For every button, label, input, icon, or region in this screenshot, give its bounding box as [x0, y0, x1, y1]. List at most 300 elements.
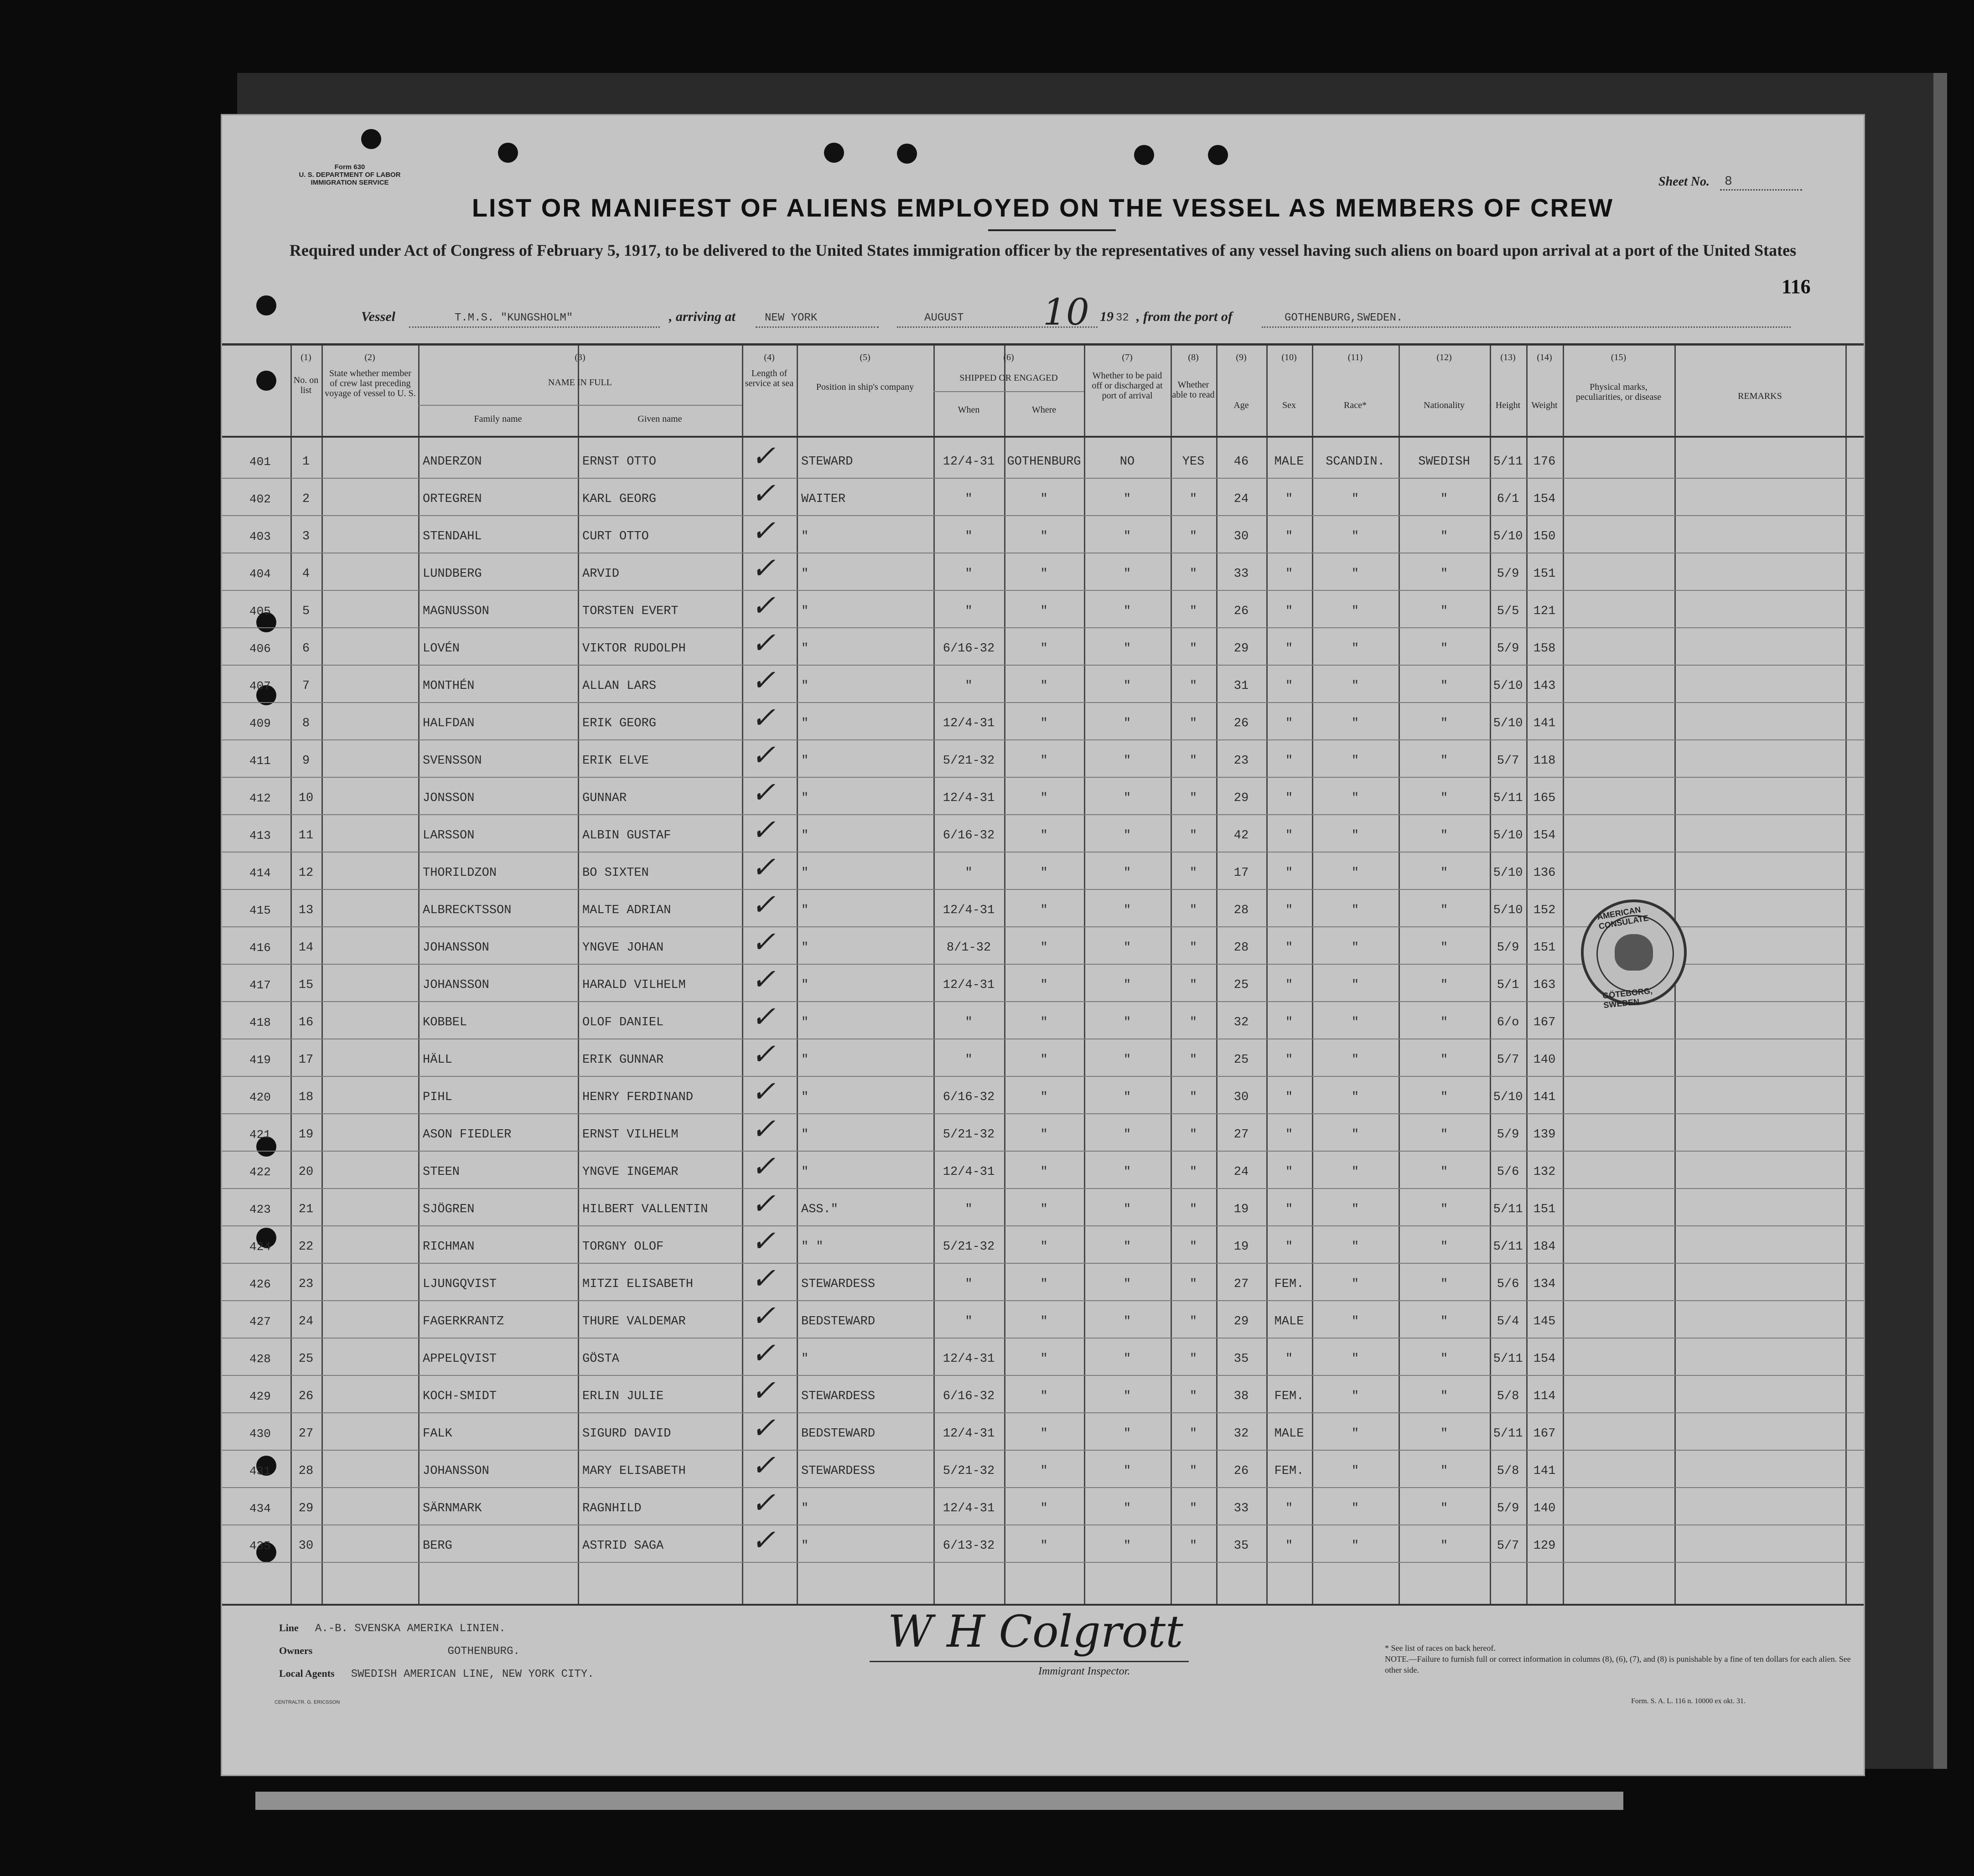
cell-where: "	[1040, 941, 1048, 955]
cell-height: 5/11	[1493, 791, 1523, 805]
arrival-port: NEW YORK	[765, 312, 818, 324]
cell-nationality: "	[1440, 1240, 1448, 1254]
table-row	[222, 591, 1864, 628]
margin-number: 434	[249, 1502, 271, 1515]
check-mark-icon: ✓	[751, 1337, 776, 1370]
cell-read: "	[1189, 605, 1197, 618]
cell-sex: "	[1285, 978, 1293, 992]
printer-credit: CENTRALTR. G. ERICSSON	[275, 1700, 340, 1705]
cell-paid: "	[1123, 1203, 1131, 1216]
agents-field	[279, 1668, 594, 1680]
col-7-header: Whether to be paid off or discharged at port of arrival	[1092, 371, 1163, 401]
owners-label: Owners	[279, 1645, 313, 1656]
cell-no: 27	[298, 1427, 314, 1441]
cell-sex: "	[1285, 829, 1293, 842]
cell-weight: 114	[1533, 1390, 1556, 1403]
form-code: Form. S. A. L. 116 n. 10000 ex okt. 31.	[1631, 1697, 1746, 1705]
cell-race: "	[1351, 1502, 1359, 1515]
cell-height: 5/10	[1493, 829, 1523, 842]
cell-where: "	[1040, 1128, 1048, 1142]
cell-race: "	[1351, 567, 1359, 581]
table-row	[222, 778, 1864, 815]
check-mark-icon: ✓	[751, 1449, 776, 1483]
cell-no: 1	[302, 455, 310, 469]
cell-paid: "	[1123, 1240, 1131, 1254]
margin-number: 430	[249, 1427, 271, 1441]
cell-when: 12/4-31	[943, 717, 995, 730]
cell-paid: "	[1123, 1090, 1131, 1104]
cell-read: "	[1189, 1539, 1197, 1553]
cell-age: 27	[1233, 1277, 1249, 1291]
cell-position: "	[801, 978, 809, 992]
cell-race: "	[1351, 1315, 1359, 1328]
line-value: A.-B. SVENSKA AMERIKA LINIEN.	[315, 1623, 506, 1635]
cell-position: "	[801, 679, 809, 693]
check-mark-icon: ✓	[751, 664, 776, 698]
cell-paid: "	[1123, 605, 1131, 618]
cell-when: "	[965, 679, 973, 693]
cell-paid: "	[1123, 866, 1131, 880]
cell-position: STEWARD	[801, 455, 853, 469]
col-3-header: NAME IN FULL	[548, 377, 612, 388]
cell-paid: "	[1123, 567, 1131, 581]
cell-position: STEWARDESS	[801, 1390, 876, 1403]
cell-age: 30	[1233, 530, 1249, 543]
cell-where: "	[1040, 791, 1048, 805]
cell-family: STENDAHL	[423, 530, 482, 543]
cell-no: 28	[298, 1464, 314, 1478]
title-rule	[988, 229, 1116, 231]
margin-number: 416	[249, 941, 271, 955]
cell-age: 46	[1233, 455, 1249, 469]
cell-sex: "	[1285, 642, 1293, 656]
form-identifier	[281, 163, 418, 186]
col-14-header: Weight	[1531, 400, 1558, 410]
cell-when: 12/4-31	[943, 455, 995, 469]
cell-weight: 151	[1533, 1203, 1556, 1216]
cell-given: MALTE ADRIAN	[582, 904, 671, 917]
cell-paid: "	[1123, 1016, 1131, 1029]
cell-age: 19	[1233, 1203, 1249, 1216]
check-mark-icon: ✓	[751, 813, 776, 847]
signature-line	[870, 1661, 1189, 1662]
cell-where: "	[1040, 717, 1048, 730]
cell-weight: 158	[1533, 642, 1556, 656]
cell-nationality: "	[1440, 866, 1448, 880]
table-row	[222, 1376, 1864, 1413]
cell-read: "	[1189, 567, 1197, 581]
page-subtitle: Required under Act of Congress of February 5, 1917, to be delivered to the United States immigration officer by the representatives of any vessel having such aliens on board upon arrival at a port of the United States	[289, 241, 1797, 259]
cell-read: "	[1189, 1165, 1197, 1179]
cell-family: SVENSSON	[423, 754, 482, 768]
cell-nationality: "	[1440, 1277, 1448, 1291]
col-1-number: (1)	[301, 352, 311, 362]
cell-weight: 121	[1533, 605, 1556, 618]
cell-given: HENRY FERDINAND	[582, 1090, 694, 1104]
check-mark-icon: ✓	[751, 1374, 776, 1408]
cell-sex: FEM.	[1274, 1390, 1304, 1403]
cell-age: 17	[1233, 866, 1249, 880]
cell-nationality: "	[1440, 717, 1448, 730]
cell-given: KARL GEORG	[582, 492, 657, 506]
cell-race: "	[1351, 978, 1359, 992]
cell-no: 21	[298, 1203, 314, 1216]
cell-weight: 167	[1533, 1427, 1556, 1441]
cell-when: "	[965, 1277, 973, 1291]
cell-given: CURT OTTO	[582, 530, 649, 543]
cell-paid: "	[1123, 904, 1131, 917]
cell-family: ANDERZON	[423, 455, 482, 469]
cell-when: 12/4-31	[943, 1427, 995, 1441]
cell-sex: FEM.	[1274, 1277, 1304, 1291]
cell-no: 29	[298, 1502, 314, 1515]
vessel-label: Vessel	[361, 309, 395, 324]
table-row	[222, 1039, 1864, 1077]
cell-sex: "	[1285, 1053, 1293, 1067]
check-mark-icon: ✓	[751, 1075, 776, 1109]
shipped-subrule	[933, 391, 1084, 392]
cell-weight: 152	[1533, 904, 1556, 917]
cell-family: ALBRECKTSSON	[423, 904, 512, 917]
cell-given: SIGURD DAVID	[582, 1427, 671, 1441]
cell-given: VIKTOR RUDOLPH	[582, 642, 686, 656]
check-mark-icon: ✓	[751, 1262, 776, 1296]
col-2-header: State whether member of crew last preceding voyage of vessel to U. S.	[325, 368, 416, 398]
cell-sex: "	[1285, 1090, 1293, 1104]
cell-position: "	[801, 1165, 809, 1179]
cell-nationality: "	[1440, 605, 1448, 618]
cell-paid: "	[1123, 754, 1131, 768]
owners-value: GOTHENBURG.	[447, 1645, 520, 1658]
cell-read: "	[1189, 1502, 1197, 1515]
cell-position: "	[801, 717, 809, 730]
cell-family: MAGNUSSON	[423, 605, 489, 618]
cell-weight: 141	[1533, 717, 1556, 730]
cell-height: 5/9	[1497, 1502, 1519, 1515]
margin-number: 427	[249, 1315, 271, 1328]
cell-weight: 184	[1533, 1240, 1556, 1254]
stamp-text-bottom: GÖTEBORG, SWEDEN	[1602, 986, 1653, 1010]
check-mark-icon: ✓	[751, 1000, 776, 1034]
cell-nationality: "	[1440, 941, 1448, 955]
service-name: IMMIGRATION SERVICE	[311, 179, 389, 186]
cell-paid: "	[1123, 1464, 1131, 1478]
col-3-number: (3)	[575, 352, 585, 362]
col-13-number: (13)	[1500, 352, 1516, 362]
margin-number: 414	[249, 866, 271, 880]
cell-nationality: "	[1440, 978, 1448, 992]
cell-where: "	[1040, 530, 1048, 543]
cell-no: 8	[302, 717, 310, 730]
cell-given: ERNST OTTO	[582, 455, 657, 469]
cell-height: 5/7	[1497, 754, 1519, 768]
cell-age: 33	[1233, 567, 1249, 581]
cell-weight: 165	[1533, 791, 1556, 805]
cell-position: "	[801, 791, 809, 805]
cell-age: 26	[1233, 1464, 1249, 1478]
cell-nationality: "	[1440, 1352, 1448, 1366]
check-mark-icon: ✓	[751, 439, 776, 473]
sheet-number-value: 8	[1725, 175, 1732, 189]
col-8-header: Whether able to read	[1172, 380, 1215, 400]
col-6b-header: Where	[1031, 405, 1057, 415]
cell-nationality: "	[1440, 904, 1448, 917]
cell-position: "	[801, 1090, 809, 1104]
cell-race: "	[1351, 1090, 1359, 1104]
cell-height: 5/9	[1497, 642, 1519, 656]
cell-nationality: "	[1440, 530, 1448, 543]
cell-family: HÄLL	[423, 1053, 452, 1067]
col-12-header: Nationality	[1424, 400, 1465, 410]
cell-nationality: SWEDISH	[1418, 455, 1470, 469]
cell-no: 22	[298, 1240, 314, 1254]
cell-race: "	[1351, 941, 1359, 955]
cell-read: YES	[1182, 455, 1205, 469]
cell-paid: "	[1123, 791, 1131, 805]
cell-position: "	[801, 1539, 809, 1553]
cell-height: 5/5	[1497, 605, 1519, 618]
cell-sex: "	[1285, 530, 1293, 543]
table-row	[222, 1264, 1864, 1301]
check-mark-icon: ✓	[751, 477, 776, 511]
punch-hole	[897, 144, 917, 164]
cell-height: 5/6	[1497, 1277, 1519, 1291]
cell-where: "	[1040, 679, 1048, 693]
cell-no: 17	[298, 1053, 314, 1067]
cell-family: BERG	[423, 1539, 452, 1553]
cell-given: HARALD VILHELM	[582, 978, 686, 992]
cell-paid: "	[1123, 1390, 1131, 1403]
cell-race: "	[1351, 1539, 1359, 1553]
cell-no: 2	[302, 492, 310, 506]
cell-family: LARSSON	[423, 829, 475, 842]
margin-number: 406	[249, 642, 271, 656]
col-8-number: (8)	[1188, 352, 1199, 362]
cell-no: 18	[298, 1090, 314, 1104]
cell-read: "	[1189, 754, 1197, 768]
margin-number: 412	[249, 791, 271, 805]
cell-family: JOHANSSON	[423, 941, 489, 955]
cell-position: " "	[801, 1240, 824, 1254]
margin-number: 419	[249, 1053, 271, 1067]
margin-number: 404	[249, 567, 271, 581]
cell-height: 5/10	[1493, 1090, 1523, 1104]
cell-when: "	[965, 530, 973, 543]
cell-family: HALFDAN	[423, 717, 475, 730]
cell-race: "	[1351, 679, 1359, 693]
cell-family: ORTEGREN	[423, 492, 482, 506]
cell-position: "	[801, 941, 809, 955]
cell-family: LJUNGQVIST	[423, 1277, 497, 1291]
check-mark-icon: ✓	[751, 514, 776, 548]
table-row	[222, 853, 1864, 890]
cell-nationality: "	[1440, 1464, 1448, 1478]
cell-race: "	[1351, 1203, 1359, 1216]
cell-race: "	[1351, 1016, 1359, 1029]
cell-race: "	[1351, 866, 1359, 880]
margin-number: 429	[249, 1390, 271, 1403]
cell-nationality: "	[1440, 1090, 1448, 1104]
cell-read: "	[1189, 1016, 1197, 1029]
cell-where: "	[1040, 904, 1048, 917]
col-10-header: Sex	[1282, 400, 1296, 410]
vessel-line	[409, 326, 660, 328]
cell-age: 31	[1233, 679, 1249, 693]
margin-number: 426	[249, 1277, 271, 1291]
col-3a-header: Family name	[474, 414, 522, 424]
cell-given: HILBERT VALLENTIN	[582, 1203, 708, 1216]
table-row	[222, 666, 1864, 703]
cell-read: "	[1189, 829, 1197, 842]
vessel-info	[350, 291, 1809, 333]
cell-nationality: "	[1440, 679, 1448, 693]
cell-given: ERIK ELVE	[582, 754, 649, 768]
cell-read: "	[1189, 1053, 1197, 1067]
cell-when: 6/16-32	[943, 1090, 995, 1104]
cell-position: "	[801, 866, 809, 880]
check-mark-icon: ✓	[751, 1187, 776, 1221]
agents-label: Local Agents	[279, 1668, 335, 1679]
cell-sex: "	[1285, 1203, 1293, 1216]
cell-position: ASS."	[801, 1203, 839, 1216]
cell-weight: 129	[1533, 1539, 1556, 1553]
cell-given: BO SIXTEN	[582, 866, 649, 880]
cell-paid: NO	[1119, 455, 1135, 469]
cell-no: 20	[298, 1165, 314, 1179]
margin-number: 421	[249, 1128, 271, 1142]
cell-read: "	[1189, 679, 1197, 693]
cell-family: MONTHÉN	[423, 679, 475, 693]
cell-height: 5/7	[1497, 1539, 1519, 1553]
cell-position: "	[801, 642, 809, 656]
cell-height: 5/7	[1497, 1053, 1519, 1067]
cell-read: "	[1189, 530, 1197, 543]
cell-family: LOVÉN	[423, 642, 460, 656]
cell-race: "	[1351, 717, 1359, 730]
margin-number: 401	[249, 455, 271, 469]
cell-read: "	[1189, 978, 1197, 992]
cell-when: "	[965, 1053, 973, 1067]
cell-family: FALK	[423, 1427, 452, 1441]
margin-number: 431	[249, 1464, 271, 1478]
cell-when: "	[965, 866, 973, 880]
cell-when: 12/4-31	[943, 904, 995, 917]
table-row	[222, 1301, 1864, 1339]
cell-position: "	[801, 605, 809, 618]
cell-when: "	[965, 567, 973, 581]
check-mark-icon: ✓	[751, 701, 776, 735]
cell-read: "	[1189, 642, 1197, 656]
col-12-number: (12)	[1436, 352, 1452, 362]
cell-sex: "	[1285, 1502, 1293, 1515]
cell-family: LUNDBERG	[423, 567, 482, 581]
cell-nationality: "	[1440, 1502, 1448, 1515]
check-mark-icon: ✓	[751, 851, 776, 884]
cell-sex: MALE	[1274, 455, 1304, 469]
stamp-text-top: AMERICAN CONSULATE	[1596, 904, 1649, 931]
cell-position: "	[801, 1016, 809, 1029]
check-mark-icon: ✓	[751, 1150, 776, 1183]
margin-number: 413	[249, 829, 271, 842]
cell-age: 23	[1233, 754, 1249, 768]
cell-age: 19	[1233, 1240, 1249, 1254]
cell-weight: 139	[1533, 1128, 1556, 1142]
cell-position: "	[801, 530, 809, 543]
cell-when: "	[965, 1016, 973, 1029]
cell-height: 5/8	[1497, 1390, 1519, 1403]
cell-given: RAGNHILD	[582, 1502, 642, 1515]
cell-family: SÄRNMARK	[423, 1502, 482, 1515]
cell-when: 12/4-31	[943, 1502, 995, 1515]
cell-read: "	[1189, 1464, 1197, 1478]
cell-height: 5/11	[1493, 1203, 1523, 1216]
margin-number: 403	[249, 530, 271, 543]
cell-age: 33	[1233, 1502, 1249, 1515]
cell-paid: "	[1123, 530, 1131, 543]
cell-where: "	[1040, 829, 1048, 842]
table-row	[222, 516, 1864, 553]
line-label: Line	[279, 1622, 299, 1633]
cell-no: 26	[298, 1390, 314, 1403]
cell-when: 5/21-32	[943, 754, 995, 768]
arrival-month: AUGUST	[924, 312, 964, 324]
page-number: 116	[1782, 275, 1811, 298]
cell-height: 5/4	[1497, 1315, 1519, 1328]
cell-nationality: "	[1440, 1016, 1448, 1029]
cell-given: GUNNAR	[582, 791, 627, 805]
col-9-header: Age	[1233, 400, 1249, 410]
cell-family: KOBBEL	[423, 1016, 467, 1029]
cell-weight: 154	[1533, 492, 1556, 506]
check-mark-icon: ✓	[751, 1112, 776, 1146]
cell-where: "	[1040, 1390, 1048, 1403]
cell-paid: "	[1123, 1315, 1131, 1328]
table-row	[222, 1488, 1864, 1525]
cell-no: 19	[298, 1128, 314, 1142]
consulate-stamp	[1581, 899, 1687, 1010]
cell-where: "	[1040, 1502, 1048, 1515]
cell-weight: 118	[1533, 754, 1556, 768]
cell-where: "	[1040, 1240, 1048, 1254]
margin-number: 435	[249, 1539, 271, 1553]
cell-weight: 151	[1533, 567, 1556, 581]
cell-nationality: "	[1440, 1203, 1448, 1216]
cell-read: "	[1189, 1240, 1197, 1254]
cell-age: 25	[1233, 978, 1249, 992]
cell-weight: 136	[1533, 866, 1556, 880]
margin-number: 411	[249, 754, 271, 768]
check-mark-icon: ✓	[751, 1225, 776, 1258]
penalty-note: NOTE.—Failure to furnish full or correct information in columns (8), (6), (7), and (8) is punishable by a fine of ten dollars for each alien. See other side.	[1385, 1654, 1851, 1674]
cell-where: "	[1040, 1016, 1048, 1029]
cell-race: "	[1351, 1240, 1359, 1254]
cell-when: 12/4-31	[943, 791, 995, 805]
cell-sex: "	[1285, 1352, 1293, 1366]
cell-read: "	[1189, 1427, 1197, 1441]
cell-nationality: "	[1440, 567, 1448, 581]
check-mark-icon: ✓	[751, 1524, 776, 1557]
cell-paid: "	[1123, 941, 1131, 955]
cell-nationality: "	[1440, 1165, 1448, 1179]
cell-height: 5/8	[1497, 1464, 1519, 1478]
cell-position: "	[801, 1502, 809, 1515]
cell-position: STEWARDESS	[801, 1464, 876, 1478]
cell-height: 5/10	[1493, 530, 1523, 543]
cell-weight: 141	[1533, 1090, 1556, 1104]
cell-position: "	[801, 567, 809, 581]
col-6-header: SHIPPED OR ENGAGED	[959, 373, 1058, 383]
cell-read: "	[1189, 1277, 1197, 1291]
